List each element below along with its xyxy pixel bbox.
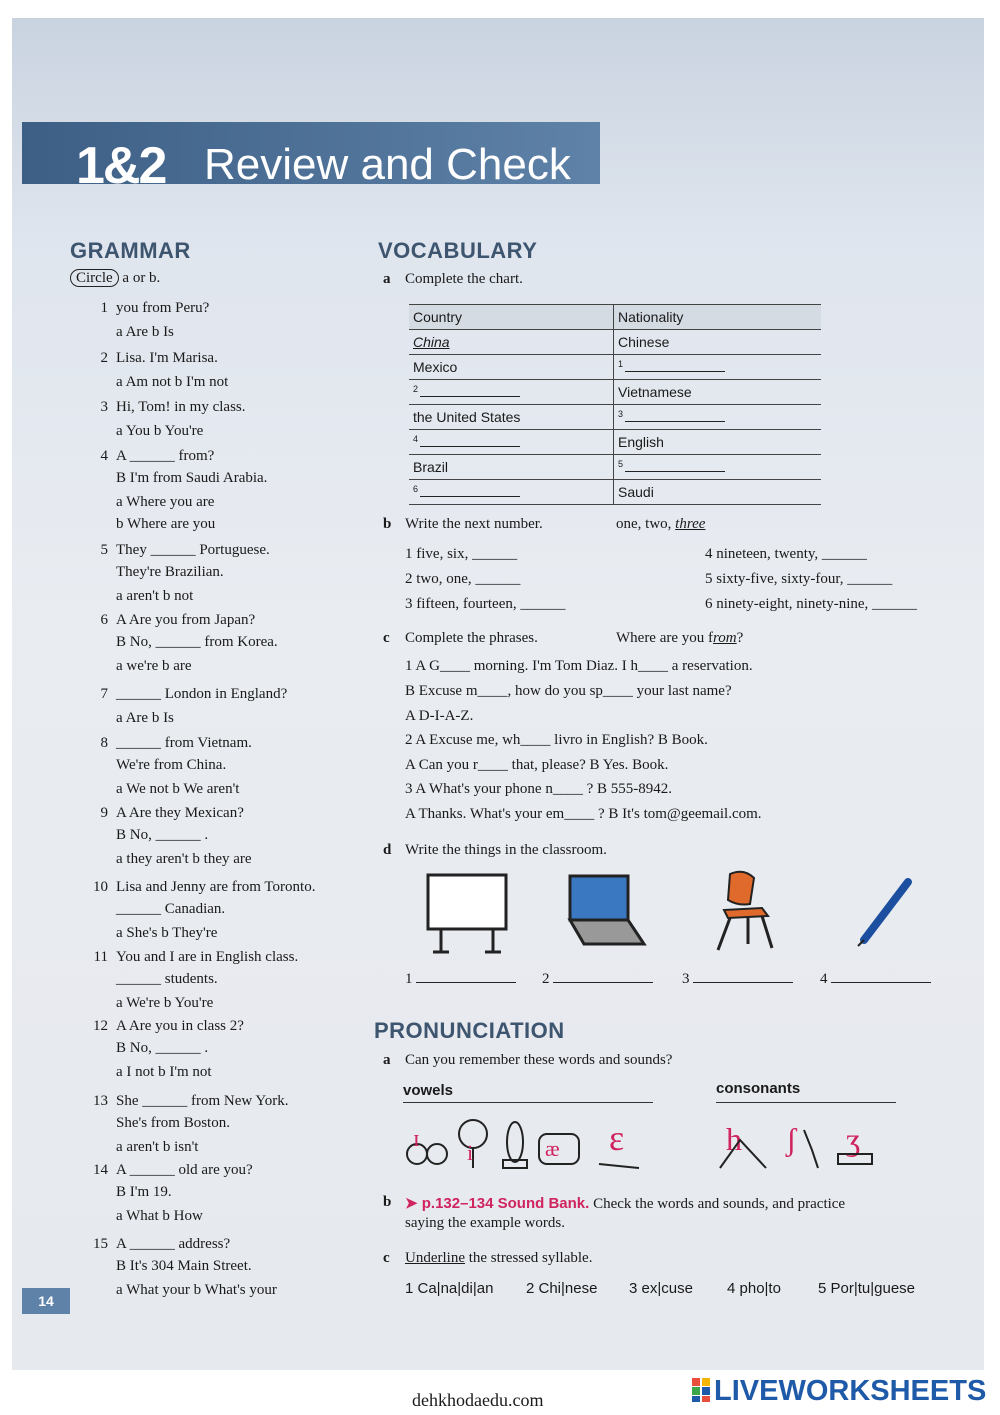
vocab-c-example-answer: rom xyxy=(713,630,737,646)
pron-b-text-2: saying the example words. xyxy=(405,1215,565,1231)
pen-icon xyxy=(854,876,918,948)
chart-row xyxy=(409,430,821,455)
grammar-heading: GRAMMAR xyxy=(70,238,191,263)
chart-cell-nationality[interactable] xyxy=(614,355,822,380)
vowels-label: vowels xyxy=(403,1082,454,1099)
svg-text:æ: æ xyxy=(545,1136,560,1161)
question-line-1: A Are they Mexican? xyxy=(116,805,244,821)
chart-cell-nationality[interactable] xyxy=(614,455,822,480)
chart-cell-text: 2 xyxy=(413,383,419,394)
number-item-2[interactable]: 2 two, one, ______ xyxy=(405,571,521,587)
question-number: 2 xyxy=(100,350,108,366)
chart-row xyxy=(409,380,821,405)
answer-options[interactable]: a aren't b not xyxy=(116,588,194,604)
chart-cell-country xyxy=(409,405,614,430)
chart-cell-nationality xyxy=(614,430,822,455)
question-line-1: A ______ old are you? xyxy=(116,1162,253,1178)
question-line-1: A ______ from? xyxy=(116,448,215,464)
question-line-2: They're Brazilian. xyxy=(116,564,224,580)
question-number: 14 xyxy=(93,1162,108,1178)
answer-options[interactable]: a aren't b isn't xyxy=(116,1139,199,1155)
answer-options[interactable]: a Are b Is xyxy=(116,710,174,726)
question-number: 5 xyxy=(100,542,108,558)
pron-a-instruction: Can you remember these words and sounds? xyxy=(405,1052,673,1068)
chart-cell-text: English xyxy=(618,434,664,450)
chart-cell-text: 5 xyxy=(618,458,624,469)
answer-blank[interactable] xyxy=(625,359,725,372)
question-line-2: B No, ______ from Korea. xyxy=(116,634,278,650)
underline-word: Underline xyxy=(405,1250,465,1266)
sound-bank-link-text: p.132–134 Sound Bank. xyxy=(421,1195,590,1212)
question-number: 13 xyxy=(93,1093,108,1109)
classroom-item-2[interactable] xyxy=(542,970,653,988)
question-line-2: She's from Boston. xyxy=(116,1115,230,1131)
question-line-1: A Are you from Japan? xyxy=(116,612,256,628)
question-line-2: B No, ______ . xyxy=(116,827,209,843)
classroom-item-4[interactable] xyxy=(820,970,931,988)
question-number: 7 xyxy=(100,686,108,702)
chart-cell-nationality xyxy=(614,330,822,355)
number-item-4[interactable]: 4 nineteen, twenty, ______ xyxy=(705,546,867,562)
answer-options[interactable]: a Where you are xyxy=(116,494,215,510)
chart-header-country: Country xyxy=(409,305,614,330)
chart-cell-nationality xyxy=(614,380,822,405)
chart-cell-text: Chinese xyxy=(618,334,670,350)
svg-text:ɛ: ɛ xyxy=(609,1118,625,1158)
answer-blank[interactable] xyxy=(625,409,725,422)
chart-header-nationality: Nationality xyxy=(614,305,822,330)
answer-options[interactable]: a they aren't b they are xyxy=(116,851,252,867)
answer-options[interactable]: a we're b are xyxy=(116,658,192,674)
sound-bank-link[interactable]: ➤ p.132–134 Sound Bank. xyxy=(405,1195,590,1212)
unit-number: 1&2 xyxy=(76,137,166,195)
chart-cell-nationality[interactable] xyxy=(614,405,822,430)
answer-blank[interactable] xyxy=(420,384,520,397)
question-number: 8 xyxy=(100,735,108,751)
number-item-5[interactable]: 5 sixty-five, sixty-four, ______ xyxy=(705,571,893,587)
number-item-6[interactable]: 6 ninety-eight, ninety-nine, ______ xyxy=(705,596,918,612)
chart-cell-text: the United States xyxy=(413,409,521,425)
consonants-label: consonants xyxy=(716,1080,801,1097)
question-line-1: A ______ address? xyxy=(116,1236,231,1252)
chart-cell-text: 6 xyxy=(413,483,419,494)
grammar-instruction-rest: a or b. xyxy=(122,270,161,286)
answer-options[interactable]: a What your b What's your xyxy=(116,1282,277,1298)
question-line-1: They ______ Portuguese. xyxy=(116,542,270,558)
pron-b-text: Check the words and sounds, and practice xyxy=(593,1196,846,1212)
whiteboard-icon xyxy=(425,872,511,960)
chart-cell-text: 1 xyxy=(618,358,624,369)
consonant-sound-pictures-icon xyxy=(716,1110,886,1172)
laptop-icon xyxy=(562,872,648,952)
answer-blank[interactable] xyxy=(625,459,725,472)
chart-row xyxy=(409,355,821,380)
footer-brand: LIVEWORKSHEETS xyxy=(714,1375,987,1407)
answer-blank[interactable] xyxy=(420,484,520,497)
chart-cell-text: Saudi xyxy=(618,484,654,500)
vocab-b-example-text: one, two, xyxy=(616,516,672,532)
answer-options[interactable]: a She's b They're xyxy=(116,925,218,941)
question-line-1: Lisa. I'm Marisa. xyxy=(116,350,218,366)
phrase-line-7[interactable]: A Thanks. What's your em____ ? B It's tom@geemail.com. xyxy=(405,806,762,822)
vocab-c-instruction: Complete the phrases. xyxy=(405,630,538,646)
classroom-item-1[interactable] xyxy=(405,970,516,988)
chart-cell-text: 4 xyxy=(413,433,419,444)
phrase-line-3: A D-I-A-Z. xyxy=(405,708,474,724)
pron-c-text: the stressed syllable. xyxy=(468,1250,593,1266)
vocab-c-example xyxy=(616,630,743,647)
chart-cell-nationality xyxy=(614,480,822,505)
vocab-c-example-text: Where are you f xyxy=(616,630,714,646)
question-line-2: ______ Canadian. xyxy=(116,901,226,917)
phrase-line-6[interactable]: 3 A What's your phone n____ ? B 555-8942. xyxy=(405,781,672,797)
chart-row xyxy=(409,330,821,355)
svg-text:ʒ: ʒ xyxy=(846,1121,861,1157)
question-line-2: We're from China. xyxy=(116,757,227,773)
pron-b-instruction xyxy=(405,1194,845,1213)
stress-word-3[interactable]: 3 ex|cuse xyxy=(629,1280,693,1297)
classroom-num-2: 2 xyxy=(542,971,550,987)
vocab-b-example xyxy=(616,516,705,533)
answer-blank[interactable] xyxy=(420,434,520,447)
vowel-sound-pictures-icon xyxy=(403,1112,663,1174)
question-number: 10 xyxy=(93,879,108,895)
chart-cell-country[interactable] xyxy=(409,380,614,405)
question-number: 3 xyxy=(100,399,108,415)
question-line-1: You and I are in English class. xyxy=(116,949,299,965)
phrase-line-5[interactable]: A Can you r____ that, please? B Yes. Book. xyxy=(405,757,669,773)
consonants-rule xyxy=(716,1102,896,1103)
question-line-1: you from Peru? xyxy=(116,300,210,316)
pron-c-label: c xyxy=(383,1250,390,1266)
vocabulary-heading: VOCABULARY xyxy=(378,238,538,263)
stress-word-2[interactable]: 2 Chi|nese xyxy=(526,1280,598,1297)
chart-row xyxy=(409,455,821,480)
pronunciation-heading: PRONUNCIATION xyxy=(374,1018,565,1043)
classroom-num-3: 3 xyxy=(682,971,690,987)
classroom-num-4: 4 xyxy=(820,971,828,987)
svg-text:i: i xyxy=(467,1140,474,1165)
question-line-2: B I'm 19. xyxy=(116,1184,172,1200)
vocab-b-label: b xyxy=(383,516,392,532)
vocab-c-example-end: ? xyxy=(736,630,744,646)
chart-cell-country xyxy=(409,330,614,355)
page-title: Review and Check xyxy=(204,140,571,189)
vowels-rule xyxy=(403,1102,653,1103)
page-number: 14 xyxy=(22,1288,70,1314)
question-line-1: She ______ from New York. xyxy=(116,1093,289,1109)
question-number: 11 xyxy=(93,949,108,965)
pron-a-label: a xyxy=(383,1052,391,1068)
question-number: 4 xyxy=(100,448,108,464)
phrase-line-1[interactable]: 1 A G____ morning. I'm Tom Diaz. I h____ a reservation. xyxy=(405,658,753,674)
question-line-2: B I'm from Saudi Arabia. xyxy=(116,470,268,486)
answer-options-2[interactable]: b Where are you xyxy=(116,516,216,532)
question-line-1: Lisa and Jenny are from Toronto. xyxy=(116,879,316,895)
country-nationality-chart xyxy=(409,304,821,505)
answer-options[interactable]: a We not b We aren't xyxy=(116,781,240,797)
answer-options[interactable]: a We're b You're xyxy=(116,995,214,1011)
chart-cell-text: Vietnamese xyxy=(618,384,692,400)
vocab-a-instruction: Complete the chart. xyxy=(405,271,523,287)
answer-options[interactable]: a Are b Is xyxy=(116,324,174,340)
question-number: 15 xyxy=(93,1236,108,1252)
pron-b-label: b xyxy=(383,1194,392,1210)
circle-word: Circle xyxy=(70,269,119,287)
classroom-item-3[interactable] xyxy=(682,970,793,988)
liveworksheets-logo-icon xyxy=(692,1378,710,1402)
question-line-2: ______ students. xyxy=(116,971,218,987)
question-number: 1 xyxy=(100,300,108,316)
answer-options[interactable]: a Am not b I'm not xyxy=(116,374,229,390)
svg-text:ʃ: ʃ xyxy=(786,1121,797,1157)
chart-cell-text: 3 xyxy=(618,408,624,419)
vocab-b-example-answer: three xyxy=(675,516,706,532)
footer-site: dehkhodaedu.com xyxy=(412,1390,544,1410)
pron-c-instruction xyxy=(405,1250,592,1267)
question-line-2: B No, ______ . xyxy=(116,1040,209,1056)
phrase-line-2[interactable]: B Excuse m____, how do you sp____ your last name? xyxy=(405,683,732,699)
grammar-instruction xyxy=(70,270,160,287)
question-number: 6 xyxy=(100,612,108,628)
answer-options[interactable]: a You b You're xyxy=(116,423,204,439)
chart-cell-country[interactable] xyxy=(409,480,614,505)
vocab-c-label: c xyxy=(383,630,390,646)
stress-word-4[interactable]: 4 pho|to xyxy=(727,1280,781,1297)
question-line-2: B It's 304 Main Street. xyxy=(116,1258,252,1274)
chart-cell-text: Mexico xyxy=(413,359,458,375)
answer-options[interactable]: a I not b I'm not xyxy=(116,1064,212,1080)
question-line-1: ______ London in England? xyxy=(116,686,288,702)
chart-row xyxy=(409,405,821,430)
stress-word-1[interactable]: 1 Ca|na|di|an xyxy=(405,1280,494,1297)
question-number: 12 xyxy=(93,1018,108,1034)
chart-row xyxy=(409,480,821,505)
question-number: 9 xyxy=(100,805,108,821)
svg-text:ɪ: ɪ xyxy=(413,1126,420,1152)
question-line-1: ______ from Vietnam. xyxy=(116,735,252,751)
chart-cell-country xyxy=(409,355,614,380)
question-line-1: Hi, Tom! in my class. xyxy=(116,399,246,415)
chart-cell-text: Brazil xyxy=(413,459,449,475)
chart-cell-country xyxy=(409,455,614,480)
number-item-1[interactable]: 1 five, six, ______ xyxy=(405,546,518,562)
stress-word-5[interactable]: 5 Por|tu|guese xyxy=(818,1280,916,1297)
vocab-d-instruction: Write the things in the classroom. xyxy=(405,842,607,858)
number-item-3[interactable]: 3 fifteen, fourteen, ______ xyxy=(405,596,566,612)
vocab-b-instruction: Write the next number. xyxy=(405,516,543,532)
vocab-d-label: d xyxy=(383,842,392,858)
chair-icon xyxy=(710,870,780,954)
vocab-a-label: a xyxy=(383,271,391,287)
chart-cell-country[interactable] xyxy=(409,430,614,455)
answer-options[interactable]: a What b How xyxy=(116,1208,203,1224)
chart-cell-text: China xyxy=(413,334,450,350)
phrase-line-4[interactable]: 2 A Excuse me, wh____ livro in English? B Book. xyxy=(405,732,708,748)
classroom-num-1: 1 xyxy=(405,971,413,987)
question-line-1: A Are you in class 2? xyxy=(116,1018,244,1034)
svg-text:h: h xyxy=(726,1121,742,1157)
